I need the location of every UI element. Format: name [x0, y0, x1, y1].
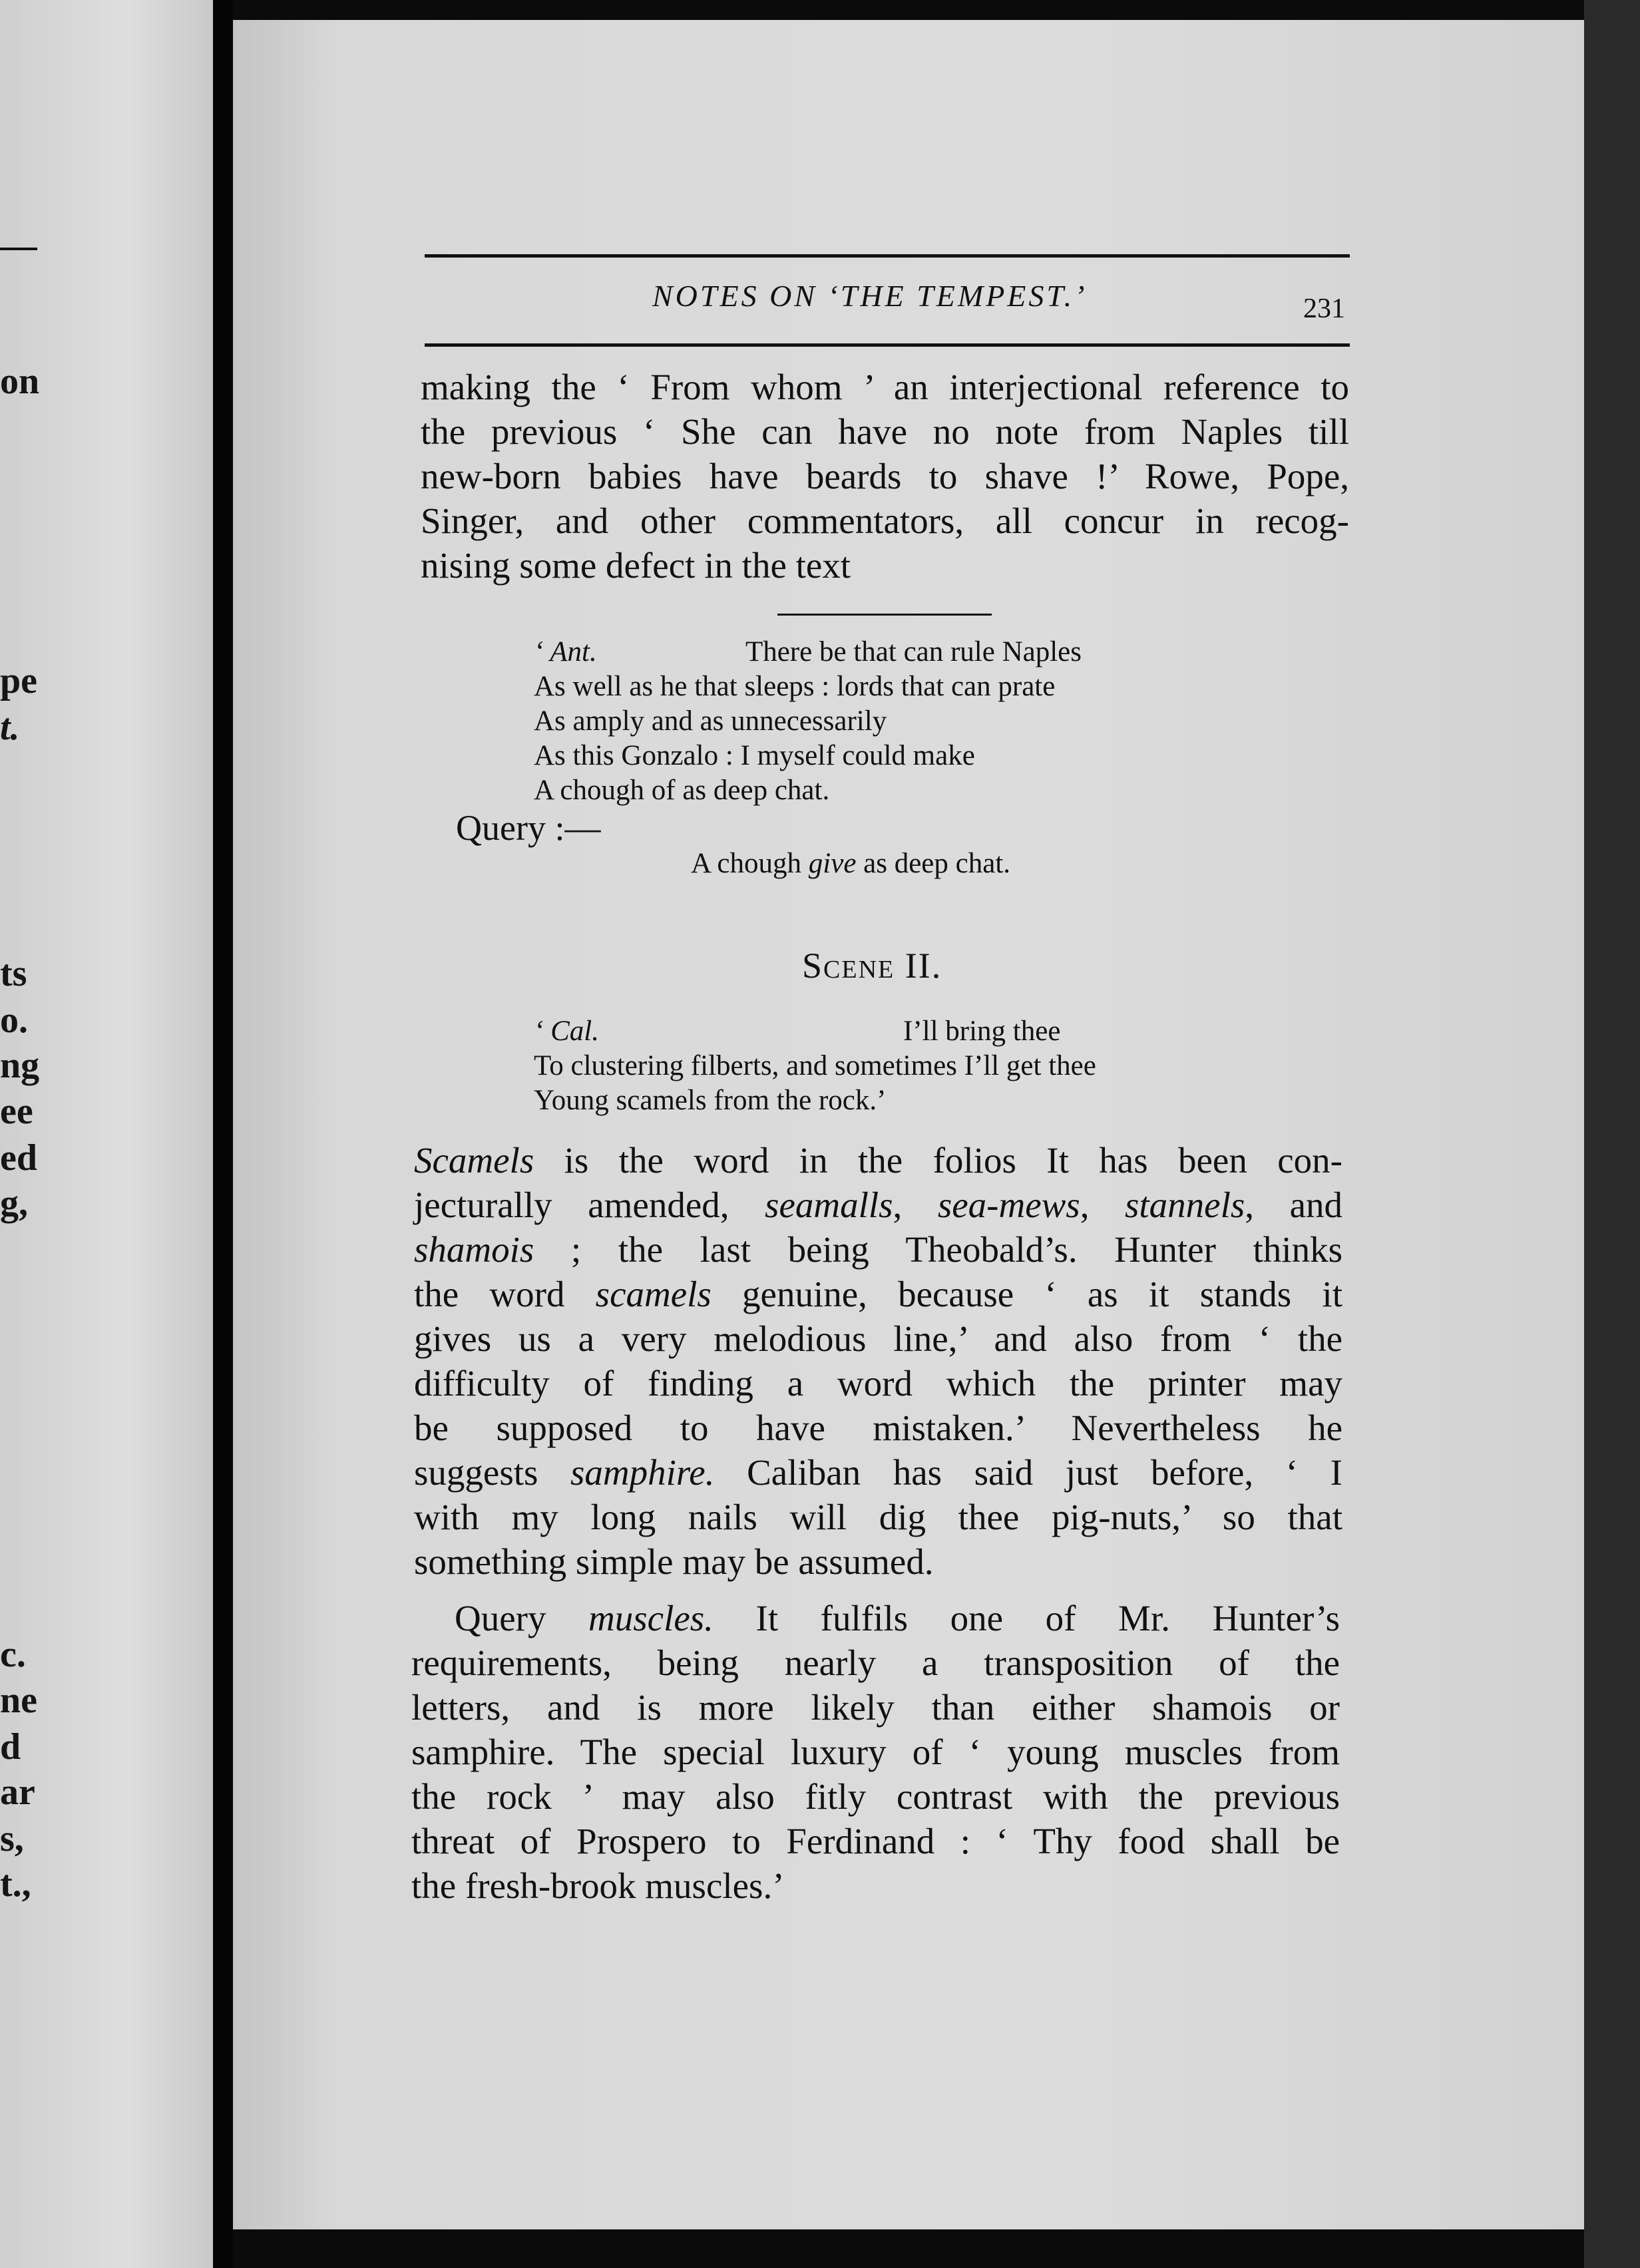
left-fragment: g,: [0, 1183, 28, 1224]
left-fragment: on: [0, 361, 40, 402]
book-gutter: [213, 0, 233, 2268]
left-fragment: s,: [0, 1818, 24, 1859]
left-fragment: c.: [0, 1634, 26, 1675]
header-rule-top: [425, 254, 1350, 258]
left-fragment: ar: [0, 1772, 35, 1813]
text-line: the word scamels genuine, because ‘ as it stands it: [414, 1274, 1342, 1314]
verse-quote-1-lines: [534, 669, 1055, 808]
left-fragment: ee: [0, 1091, 33, 1132]
text-line: samphire. The special luxury of ‘ young muscles from: [411, 1732, 1340, 1772]
text-line: shamois ; the last being Theobald’s. Hunter thinks: [414, 1229, 1342, 1270]
query-line: [691, 847, 1010, 881]
speaker-label: ‘ Ant.: [534, 636, 597, 667]
verse-line: A chough of as deep chat.: [534, 775, 830, 806]
verse-line: To clustering filberts, and sometimes I’ll get thee: [534, 1050, 1096, 1081]
verse-line: I’ll bring thee: [903, 1016, 1061, 1047]
text-line: nising some defect in the text: [421, 545, 851, 586]
verse-line: Young scamels from the rock.’: [534, 1085, 887, 1116]
text-line: making the ‘ From whom ’ an interjectional reference to: [421, 367, 1349, 407]
section-divider: [777, 614, 992, 616]
text-line: something simple may be assumed.: [414, 1541, 934, 1582]
left-page-rule: [0, 248, 37, 250]
page-number: 231: [1303, 293, 1345, 324]
speaker-label: ‘ Cal.: [534, 1016, 599, 1047]
text-line: the previous ‘ She can have no note from Naples till: [421, 411, 1349, 452]
verse-line: As this Gonzalo : I myself could make: [534, 740, 975, 771]
left-fragment: t.,: [0, 1863, 31, 1905]
verse-line: There be that can rule Naples: [745, 636, 1082, 667]
text-line: Singer, and other commentators, all concur in recog-: [421, 500, 1349, 541]
text-line: jecturally amended, seamalls, sea-mews, stannels, and: [414, 1185, 1342, 1225]
scene-heading: Scene II.: [802, 946, 942, 986]
text-line: requirements, being nearly a transposition of the: [411, 1642, 1340, 1683]
left-fragment: ng: [0, 1045, 40, 1086]
text-line: threat of Prospero to Ferdinand : ‘ Thy food shall be: [411, 1821, 1340, 1861]
query-emphasis: give: [808, 848, 857, 879]
text-line: letters, and is more likely than either shamois or: [411, 1687, 1340, 1728]
text-line: the fresh-brook muscles.’: [411, 1865, 785, 1906]
verse-line: As well as he that sleeps : lords that can prate: [534, 671, 1056, 702]
paragraph-2: [414, 1138, 1342, 1584]
left-page-edge: [0, 0, 213, 2268]
left-fragment: o.: [0, 1000, 28, 1041]
verse-line: As amply and as unnecessarily: [534, 705, 887, 737]
query-text: A chough: [691, 848, 809, 879]
query-text: as deep chat.: [856, 848, 1011, 879]
text-line: gives us a very melodious line,’ and also from ‘ the: [414, 1318, 1342, 1359]
running-head: NOTES ON ‘THE TEMPEST.’: [652, 279, 1088, 313]
query-label: Query :—: [456, 808, 601, 848]
paragraph-3: [411, 1596, 1340, 1908]
left-fragment: ed: [0, 1137, 37, 1179]
verse-quote-1: [534, 635, 1082, 669]
text-line: suggests samphire. Caliban has said just before, ‘ I: [414, 1452, 1342, 1493]
verse-quote-2: [534, 1014, 1096, 1118]
left-fragment: t.: [0, 707, 20, 748]
text-line: new-born babies have beards to shave !’ Rowe, Pope,: [421, 456, 1349, 496]
text-line: with my long nails will dig thee pig-nuts,’ so that: [414, 1497, 1342, 1537]
left-fragment: pe: [0, 660, 37, 701]
text-line: be supposed to have mistaken.’ Nevertheless he: [414, 1408, 1342, 1448]
paragraph-1: [421, 365, 1349, 588]
text-line: the rock ’ may also fitly contrast with the previous: [411, 1776, 1340, 1817]
left-fragment: ts: [0, 953, 27, 994]
header-rule-bottom: [425, 343, 1350, 347]
text-line: Scamels is the word in the folios It has been con-: [414, 1140, 1342, 1181]
left-fragment: ne: [0, 1680, 37, 1721]
text-line: difficulty of finding a word which the printer may: [414, 1363, 1342, 1404]
right-page-edge: [1584, 0, 1640, 2268]
text-line: Query muscles. It fulfils one of Mr. Hunter’s: [455, 1598, 1340, 1638]
left-fragment: d: [0, 1726, 21, 1768]
